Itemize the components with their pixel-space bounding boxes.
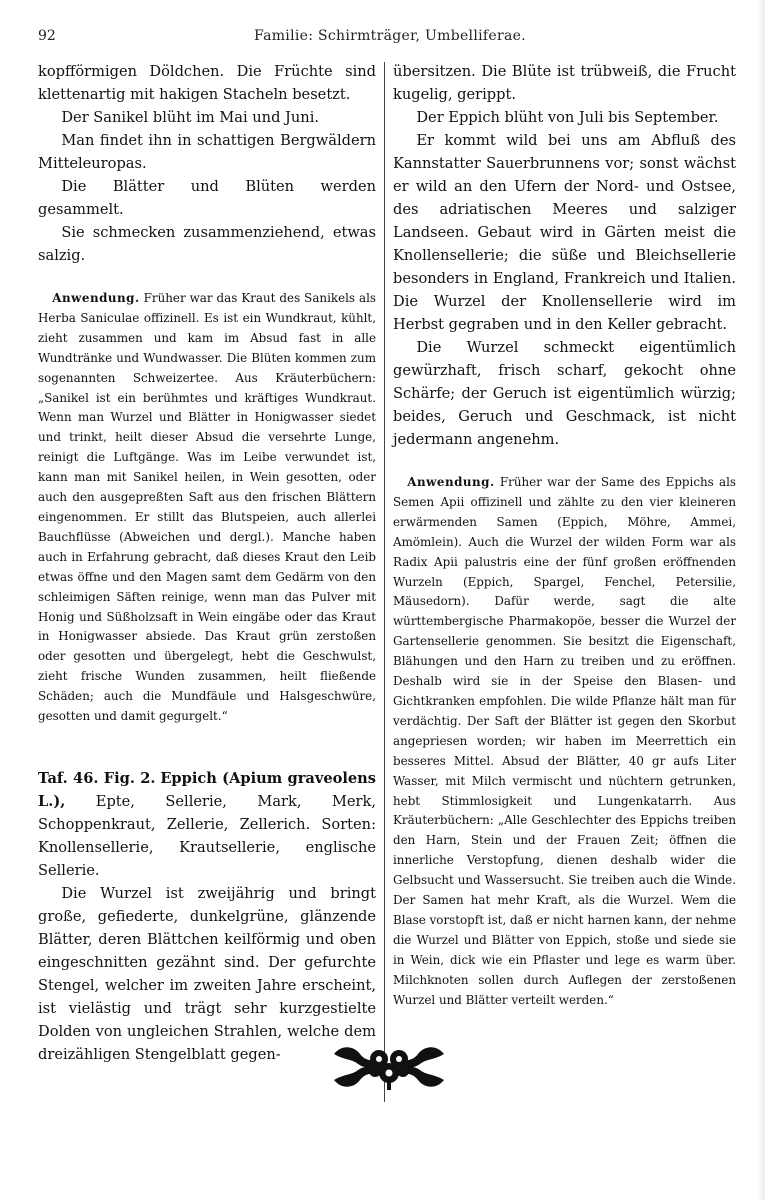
eppich-description xyxy=(393,60,736,451)
page-edge xyxy=(757,0,765,1200)
paragraph: kopfförmigen Döldchen. Die Früchte sind klettenartig mit hakigen Stacheln besetzt. xyxy=(38,63,376,103)
column-rule xyxy=(384,62,385,1102)
paragraph: Man findet ihn in schattigen Bergwäldern Mitteleuropas. xyxy=(38,132,376,172)
plant-synonyms: Epte, Sellerie, Mark, Merk, Schoppenkraut, Zellerie, Zellerich. Sorten: Knollensellerie, Krautsellerie, englische Sellerie. xyxy=(38,792,376,879)
anwendung-section xyxy=(38,289,376,727)
right-column xyxy=(393,60,736,1010)
paragraph: Er kommt wild bei uns am Abfluß des Kannstatter Sauerbrunnens vor; sonst wächst er wild an den Ufern der Nord- und Ostsee, des adriatischen Meeres und salziger Landseen. Gebaut wird in Gärten meist die Knollensellerie; die süße und Bleichsellerie besonders in England, Frankreich und Italien. Die Wurzel der Knollensellerie wird im Herbst gegraben und in den Keller gebracht. xyxy=(393,132,736,333)
paragraph: übersitzen. Die Blüte ist trübweiß, die Frucht kugelig, gerippt. xyxy=(393,63,736,103)
paragraph: Die Wurzel schmeckt eigentümlich gewürzhaft, frisch scharf, gekocht ohne Schärfe; der Geruch ist eigentümlich würzig; beides, Geruch und Geschmack, ist nicht jedermann angenehm. xyxy=(393,339,736,448)
anwendung-text: Früher war das Kraut des Sanikels als Herba Saniculae offizinell. Es ist ein Wundkraut, kühlt, zieht zusammen und kam im Absud fast in alle Wundtränke und Wundwasser. Die Blüten kommen zum sogenannten Schweizertee. Aus Kräuterbüchern: „Sanikel ist ein berühmtes und kräftiges Wundkraut. Wenn man Wurzel und Blätter in Honigwasser siedet und trinkt, heilt dieser Absud die versehrte Lunge, reinigt die Luftgänge. Was im Leibe verwundet ist, kann man mit Sanikel heilen, in Wein gesotten, oder auch den ausgepreßten Saft aus den frischen Blättern eingenommen. Er stillt das Blutspeien, auch allerlei Bauchflüsse (Abweichen und dergl.). Manche haben auch in Erfahrung gebracht, daß dieses Kraut den Leib etwas öffne und den Magen samt dem Gedärm von den schleimigen Säften reinige, wenn man das Pulver mit Honig und Süßholzsaft in Wein eingäbe oder das Kraut in Honigwasser absiede. Das Kraut grün zerstoßen oder gesotten und übergelegt, hebt die Geschwulst, zieht frische Wunden zusammen, heilt fließende Schäden; auch die Mundfäule und Halsgeschwüre, gesotten und damit gegurgelt.“ xyxy=(38,291,376,724)
entry-heading xyxy=(38,767,376,882)
page-number: 92 xyxy=(38,28,56,44)
plant-name: Eppich (Apium graveolens L.), xyxy=(38,769,376,810)
paragraph: Die Wurzel ist zweijährig und bringt große, gefiederte, dunkelgrüne, glänzende Blätter, deren Blättchen keilförmig und oben eingeschnitten gezähnt sind. Der gefurchte Stengel, welcher im zweiten Jahre erscheint, ist vielästig und trägt sehr kurzgestielte Dolden von ungleichen Strahlen, welche dem dreizähligen Stengelblatt gegen- xyxy=(38,884,376,1063)
paragraph: Die Blätter und Blüten werden gesammelt. xyxy=(38,178,376,218)
plant-entry xyxy=(38,767,376,1066)
running-head xyxy=(38,22,737,50)
running-title: Familie: Schirmträger, Umbelliferae. xyxy=(254,28,526,44)
clover-vignette-icon xyxy=(330,1040,448,1094)
paragraph: Der Eppich blüht von Juli bis September. xyxy=(416,109,719,126)
paragraph: Sie schmecken zusammenziehend, etwas salzig. xyxy=(38,224,376,264)
left-column xyxy=(38,60,376,1066)
anwendung-text: Früher war der Same des Eppichs als Semen Apii offizinell und zählte zu den vier kleineren erwärmenden Samen (Eppich, Möhre, Ammei, Amömlein). Auch die Wurzel der wilden Form war als Radix Apii palustris eine der fünf großen eröffnenden Wurzeln (Eppich, Spargel, Fenchel, Petersilie, Mäusedorn). Dafür werde, sagt die alte württembergische Pharmakopöe, besser die Wurzel der Gartensellerie genommen. Sie besitzt die Eigenschaft, Blähungen und den Harn zu treiben und zu eröffnen. Deshalb wird sie in der Speise den Blasen- und Gichtkranken empfohlen. Die wilde Pflanze hält man für verdächtig. Der Saft der Blätter ist gegen den Skorbut angepriesen worden; wir haben im Meerrettich ein besseres Mittel. Absud der Blätter, 40 gr aufs Liter Wasser, mit Milch vermischt und nüchtern getrunken, hebt Stimmlosigkeit und Lungenkatarrh. Aus Kräuterbüchern: „Alle Geschlechter des Eppichs treiben den Harn, Stein und der Frauen Zeit; öffnen die innerliche Verstopfung, dienen deshalb wider die Gelbsucht und Wassersucht. Sie treiben auch die Winde. Der Samen hat mehr Kraft, als die Wurzel. Wem die Blase vorstopft ist, daß er nicht harnen kann, der nehme die Wurzel und Blätter von Eppich, stoße und siede sie in Wein, dick wie ein Pflaster und lege es warm über. Milchknoten sollen durch Auflegen der zerstoßenen Wurzel und Blätter verteilt werden.“ xyxy=(393,475,737,1007)
anwendung-heading: Anwendung. xyxy=(407,475,495,489)
plate-reference: Taf. 46. Fig. 2. xyxy=(38,769,156,787)
anwendung-section xyxy=(393,473,736,1010)
anwendung-heading: Anwendung. xyxy=(52,291,140,305)
paragraph: Der Sanikel blüht im Mai und Juni. xyxy=(61,109,320,126)
sanikel-description xyxy=(38,60,376,267)
